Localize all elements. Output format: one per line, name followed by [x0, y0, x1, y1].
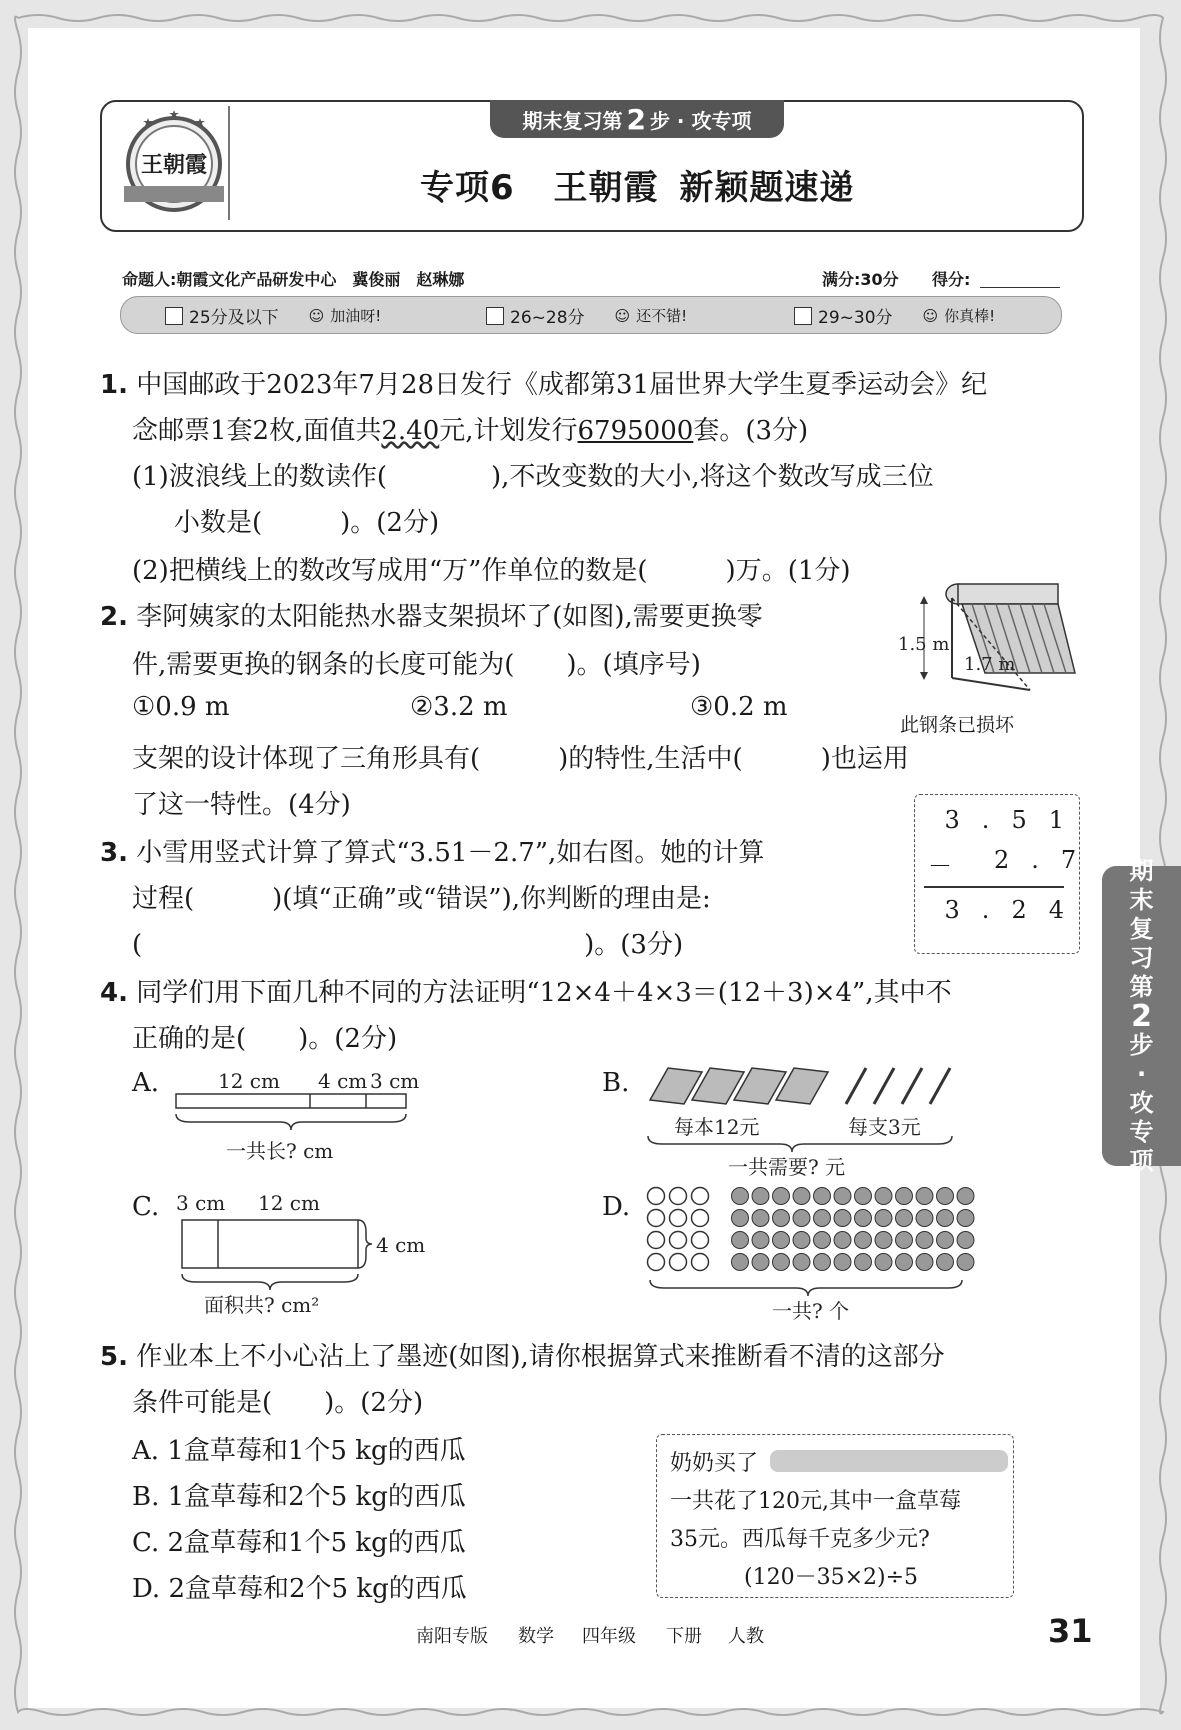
q5-line1 — [100, 1336, 945, 1373]
q3-line2: 过程( )(填“正确”或“错误”),你判断的理由是: — [132, 884, 711, 914]
hollow-dot — [692, 1188, 709, 1205]
filled-dot — [916, 1232, 933, 1249]
filled-dot — [814, 1254, 831, 1271]
filled-dot — [896, 1188, 913, 1205]
homework-line1: 奶奶买了 — [670, 1451, 759, 1476]
hollow-dot — [648, 1254, 665, 1271]
side-tab-char: 2 — [1131, 998, 1152, 1034]
q2-option-1: ①0.9 m — [132, 692, 230, 722]
wavy-number: 2.40 — [381, 416, 440, 446]
q5-option-d[interactable]: D. 2盒草莓和2个5 kg的西瓜 — [132, 1574, 467, 1604]
page-number: 31 — [1048, 1612, 1093, 1650]
tab-suffix: 步 · 攻专项 — [649, 108, 752, 133]
side-tab-char: 攻 — [1129, 1088, 1154, 1117]
footer-edition: 南阳专版 — [416, 1626, 488, 1647]
filled-dot — [896, 1254, 913, 1271]
svg-text:一共? 个: 一共? 个 — [772, 1299, 850, 1323]
calc-digit: 3 — [944, 896, 960, 924]
svg-text:每支3元: 每支3元 — [848, 1115, 921, 1139]
q2-number: 2. — [100, 602, 128, 632]
filled-dot — [793, 1232, 810, 1249]
filled-dot — [752, 1232, 769, 1249]
side-tab-char: 专 — [1129, 1117, 1154, 1146]
svg-text:3 cm: 3 cm — [370, 1069, 420, 1093]
filled-dot — [957, 1188, 974, 1205]
q5-option-a[interactable]: A. 1盒草莓和1个5 kg的西瓜 — [132, 1436, 466, 1466]
filled-dot — [875, 1210, 892, 1227]
filled-dot — [793, 1210, 810, 1227]
svg-text:一共长? cm: 一共长? cm — [226, 1139, 334, 1163]
filled-dot — [834, 1210, 851, 1227]
filled-dot — [916, 1188, 933, 1205]
header-divider — [228, 106, 230, 220]
filled-dot — [957, 1210, 974, 1227]
filled-dot — [773, 1188, 790, 1205]
homework-line3: 35元。西瓜每千克多少元? — [670, 1527, 930, 1552]
q1-text: 套。(3分) — [693, 416, 809, 446]
q4-option-d-label: D. — [602, 1192, 631, 1222]
solar-heater-figure — [890, 578, 1080, 708]
q2-line1 — [100, 596, 763, 633]
svg-text:每本12元: 每本12元 — [674, 1115, 760, 1139]
hollow-dot — [648, 1232, 665, 1249]
score-item-mid — [486, 303, 687, 328]
calc-digit: 3 — [944, 806, 960, 834]
side-tab-char: 末 — [1129, 885, 1154, 914]
q4-text: 同学们用下面几种不同的方法证明“12×4＋4×3＝(12＋3)×4”,其中不 — [136, 978, 952, 1008]
score-label: 得分: — [932, 270, 971, 289]
homework-line2: 一共花了120元,其中一盒草莓 — [670, 1489, 961, 1514]
q4-figure-a — [170, 1064, 430, 1164]
face-icon: ☺ — [922, 306, 939, 325]
q4-figure-b — [640, 1060, 970, 1180]
side-tab-char: · — [1136, 1059, 1147, 1088]
calc-digit: 5 — [1011, 806, 1027, 834]
hollow-dot — [670, 1210, 687, 1227]
q2-option-3: ③0.2 m — [690, 692, 788, 722]
q1-number: 1. — [100, 370, 128, 400]
tab-step-number: 2 — [626, 102, 646, 136]
hollow-dot — [670, 1254, 687, 1271]
q3-line3: ( )。(3分) — [132, 930, 684, 960]
filled-dot — [732, 1232, 749, 1249]
full-score: 满分:30分 — [822, 270, 899, 289]
brand-logo — [118, 108, 230, 218]
filled-dot — [937, 1188, 954, 1205]
q1-line2 — [132, 410, 808, 447]
q4-option-c-label: C. — [132, 1192, 160, 1222]
hollow-dot — [692, 1254, 709, 1271]
filled-dot — [855, 1210, 872, 1227]
header-tab — [490, 100, 784, 138]
score-item-high — [794, 303, 995, 328]
score-blank[interactable] — [980, 287, 1060, 288]
hollow-dot — [692, 1232, 709, 1249]
svg-text:一共需要? 元: 一共需要? 元 — [728, 1155, 846, 1179]
svg-text:12 cm: 12 cm — [258, 1191, 320, 1215]
footer-subject: 数学 — [518, 1626, 554, 1647]
q5-line2: 条件可能是( )。(2分) — [132, 1388, 424, 1418]
svg-text:3 cm: 3 cm — [176, 1191, 226, 1215]
side-tab-char: 复 — [1129, 914, 1154, 943]
page-title — [420, 160, 854, 209]
hollow-dot — [648, 1188, 665, 1205]
authors-line: 命题人:朝霞文化产品研发中心 冀俊丽 赵琳娜 — [122, 270, 465, 289]
minus-sign: － — [928, 852, 952, 880]
q2-figure-caption: 此钢条已损坏 — [900, 714, 1015, 736]
q2-line5: 了这一特性。(4分) — [132, 790, 351, 820]
side-tab — [1102, 856, 1181, 1175]
score-item-low — [165, 303, 381, 328]
q5-text: 作业本上不小心沾上了墨迹(如图),请你根据算式来推断看不清的这部分 — [136, 1342, 945, 1372]
filled-dot — [937, 1210, 954, 1227]
calc-digit: . — [981, 806, 990, 834]
title-brand: 王朝霞 — [553, 168, 659, 208]
filled-dot — [937, 1254, 954, 1271]
svg-text:12 cm: 12 cm — [218, 1069, 280, 1093]
calc-digit: 2 — [994, 846, 1010, 874]
filled-dot — [875, 1188, 892, 1205]
calc-digit: . — [1031, 846, 1039, 874]
calc-row-result — [914, 896, 1074, 924]
filled-dot — [732, 1210, 749, 1227]
filled-dot — [957, 1232, 974, 1249]
filled-dot — [814, 1210, 831, 1227]
q1-line5: (2)把横线上的数改写成用“万”作单位的数是( )万。(1分) — [132, 556, 851, 586]
calc-row-minuend — [914, 806, 1074, 846]
notebook-icons — [650, 1068, 828, 1104]
filled-dot — [834, 1188, 851, 1205]
svg-text:4 cm: 4 cm — [318, 1069, 368, 1093]
score-comment: 还不错! — [636, 307, 688, 325]
filled-dot — [896, 1210, 913, 1227]
score-range: 26~28分 — [510, 308, 585, 328]
pen-icons — [846, 1068, 950, 1104]
svg-text:1.7 m: 1.7 m — [964, 654, 1016, 675]
calc-digit: 1 — [1048, 806, 1064, 834]
calc-digit: 2 — [1011, 896, 1027, 924]
hollow-dot — [670, 1188, 687, 1205]
q1-line1 — [100, 364, 987, 401]
checkbox-mid[interactable] — [486, 307, 504, 325]
q4-line1 — [100, 972, 952, 1009]
filled-dot — [855, 1254, 872, 1271]
side-tab-char: 步 — [1129, 1030, 1154, 1059]
footer-publisher: 人教 — [728, 1626, 764, 1647]
filled-dot — [793, 1254, 810, 1271]
q5-number: 5. — [100, 1342, 128, 1372]
filled-dot — [793, 1188, 810, 1205]
filled-dot — [916, 1254, 933, 1271]
q1-text: 念邮票1套2枚,面值共 — [132, 416, 382, 446]
filled-dot — [957, 1254, 974, 1271]
filled-dot — [916, 1210, 933, 1227]
q4-number: 4. — [100, 978, 128, 1008]
score-range: 25分及以下 — [189, 308, 279, 328]
filled-dot — [814, 1188, 831, 1205]
q3-number: 3. — [100, 838, 128, 868]
hollow-dot — [648, 1210, 665, 1227]
filled-dot — [752, 1210, 769, 1227]
filled-dot — [732, 1254, 749, 1271]
q5-option-c[interactable]: C. 2盒草莓和1个5 kg的西瓜 — [132, 1528, 466, 1558]
q1-text: 中国邮政于2023年7月28日发行《成都第31届世界大学生夏季运动会》纪 — [136, 370, 988, 400]
ink-stain — [770, 1450, 1008, 1472]
tab-prefix: 期末复习第 — [522, 108, 623, 133]
q4-figure-d — [646, 1184, 1006, 1324]
q1-line3: (1)波浪线上的数读作( ),不改变数的大小,将这个数改写成三位 — [132, 462, 934, 492]
underlined-number: 6795000 — [577, 416, 694, 446]
filled-dot — [937, 1232, 954, 1249]
face-icon: ☺ — [308, 306, 325, 325]
q4-option-a-label: A. — [132, 1068, 160, 1098]
calc-rule — [924, 886, 1064, 888]
q4-figure-c — [172, 1190, 432, 1320]
filled-dot — [875, 1232, 892, 1249]
q3-text: 小雪用竖式计算了算式“3.51－2.7”,如右图。她的计算 — [136, 838, 765, 868]
hollow-dot — [670, 1232, 687, 1249]
filled-dot — [773, 1232, 790, 1249]
q4-line2: 正确的是( )。(2分) — [132, 1024, 398, 1054]
side-tab-char: 项 — [1129, 1146, 1154, 1175]
checkbox-low[interactable] — [165, 307, 183, 325]
calc-digit: . — [981, 896, 990, 924]
filled-dot — [875, 1254, 892, 1271]
q1-line4: 小数是( )。(2分) — [174, 508, 440, 538]
filled-dot — [896, 1232, 913, 1249]
title-prefix: 专项6 — [420, 168, 515, 208]
filled-dot — [752, 1254, 769, 1271]
calc-digit: 4 — [1048, 896, 1064, 924]
q2-line2: 件,需要更换的钢条的长度可能为( )。(填序号) — [132, 650, 701, 680]
filled-dot — [855, 1232, 872, 1249]
filled-dot — [732, 1188, 749, 1205]
svg-text:1.5 m: 1.5 m — [898, 634, 950, 655]
filled-dot — [773, 1254, 790, 1271]
q2-option-2: ②3.2 m — [410, 692, 508, 722]
face-icon: ☺ — [614, 306, 631, 325]
score-range: 29~30分 — [818, 308, 893, 328]
filled-dot — [752, 1188, 769, 1205]
side-tab-char: 第 — [1129, 972, 1154, 1001]
footer-grade: 四年级 — [582, 1626, 636, 1647]
title-suffix: 新颖题速递 — [679, 168, 855, 208]
q2-text: 李阿姨家的太阳能热水器支架损坏了(如图),需要更换零 — [136, 602, 763, 632]
footer-volume: 下册 — [666, 1626, 702, 1647]
filled-dot — [855, 1188, 872, 1205]
q4-option-b-label: B. — [602, 1068, 630, 1098]
homework-formula: (120－35×2)÷5 — [744, 1565, 919, 1590]
svg-text:王朝霞: 王朝霞 — [140, 152, 208, 178]
side-tab-char: 习 — [1129, 943, 1154, 972]
filled-dot — [773, 1210, 790, 1227]
score-comment: 你真棒! — [944, 307, 996, 325]
calc-digit: 7 — [1060, 846, 1077, 874]
svg-text:4 cm: 4 cm — [376, 1233, 426, 1257]
svg-text:面积共? cm²: 面积共? cm² — [204, 1293, 320, 1317]
q1-text: 元,计划发行 — [439, 416, 578, 446]
filled-dot — [834, 1232, 851, 1249]
side-tab-char: 期 — [1129, 856, 1154, 885]
checkbox-high[interactable] — [794, 307, 812, 325]
filled-dot — [814, 1232, 831, 1249]
vertical-calc — [914, 806, 1077, 924]
q3-line1 — [100, 832, 764, 869]
q2-line4: 支架的设计体现了三角形具有( )的特性,生活中( )也运用 — [132, 744, 909, 774]
q5-option-b[interactable]: B. 1盒草莓和2个5 kg的西瓜 — [132, 1482, 466, 1512]
filled-dot — [834, 1254, 851, 1271]
score-comment: 加油呀! — [330, 307, 382, 325]
hollow-dot — [692, 1210, 709, 1227]
calc-row-subtrahend — [914, 846, 1077, 886]
